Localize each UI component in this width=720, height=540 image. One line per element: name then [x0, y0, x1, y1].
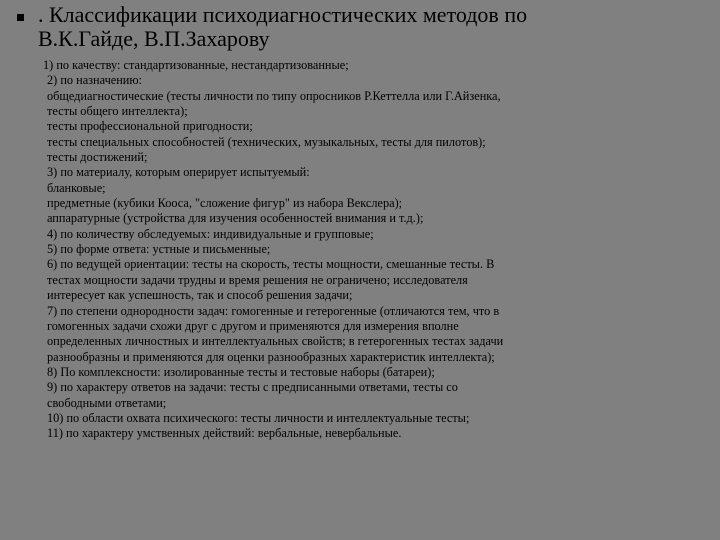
- body-line: тесты специальных способностей (технических, музыкальных, тесты для пилотов);: [47, 134, 486, 149]
- body-line: тестах мощности задачи трудны и время решения не ограничено; исследователя: [47, 272, 468, 287]
- body-line: гомогенных задачи схожи друг с другом и применяются для измерения вполне: [47, 318, 459, 333]
- body-line: 10) по области охвата психического: тесты личности и интеллектуальные тесты;: [47, 410, 470, 425]
- body-line: тесты общего интеллекта);: [47, 104, 188, 119]
- body-line: 4) по количеству обследуемых: индивидуальные и групповые;: [47, 226, 374, 241]
- body-line: 1) по качеству: стандартизованные, нестандартизованные;: [43, 58, 349, 72]
- body-line: аппаратурные (устройства для изучения особенностей внимания и т.д.);: [47, 211, 424, 226]
- title-line: . Классификации психодиагностических методов по: [38, 2, 528, 27]
- body-line: 3) по материалу, которым оперирует испытуемый:: [47, 165, 310, 180]
- bullet-square-icon: [17, 14, 24, 21]
- body-line: тесты достижений;: [47, 150, 148, 165]
- body-line: 9) по характеру ответов на задачи: тесты с предписанными ответами, тесты со: [47, 380, 458, 395]
- body-line: интересует как успешность, так и способ решения задачи;: [47, 288, 353, 303]
- body-line: свободными ответами;: [47, 395, 167, 410]
- slide-body: [43, 58, 707, 442]
- body-line: бланковые;: [47, 180, 106, 195]
- body-line: определенных личностных и интеллектуальных свойств; в гетерогенных тестах задачи: [47, 334, 504, 349]
- body-line: предметные (кубики Кооса, "сложение фигур" из набора Векслера);: [47, 196, 403, 211]
- body-line: 8) По комплексности: изолированные тесты и тестовые наборы (батареи);: [47, 364, 435, 379]
- body-line: 6) по ведущей ориентации: тесты на скорость, тесты мощности, смешанные тесты. В: [47, 257, 495, 272]
- body-line: 2) по назначению:: [47, 73, 142, 88]
- body-line: 11) по характеру умственных действий: вербальные, невербальные.: [47, 426, 402, 441]
- title-line: В.К.Гайде, В.П.Захарову: [38, 26, 270, 51]
- slide-title: [38, 3, 678, 51]
- body-line: 7) по степени однородности задач: гомогенные и гетерогенные (отличаются тем, что в: [47, 303, 500, 318]
- body-line: общедиагностические (тесты личности по типу опросников Р.Кеттелла или Г.Айзенка,: [47, 88, 501, 103]
- body-line: тесты профессиональной пригодности;: [47, 119, 253, 134]
- body-line: 5) по форме ответа: устные и письменные;: [47, 242, 271, 257]
- body-line: разнообразны и применяются для оценки разнообразных характеристик интеллекта);: [47, 349, 495, 364]
